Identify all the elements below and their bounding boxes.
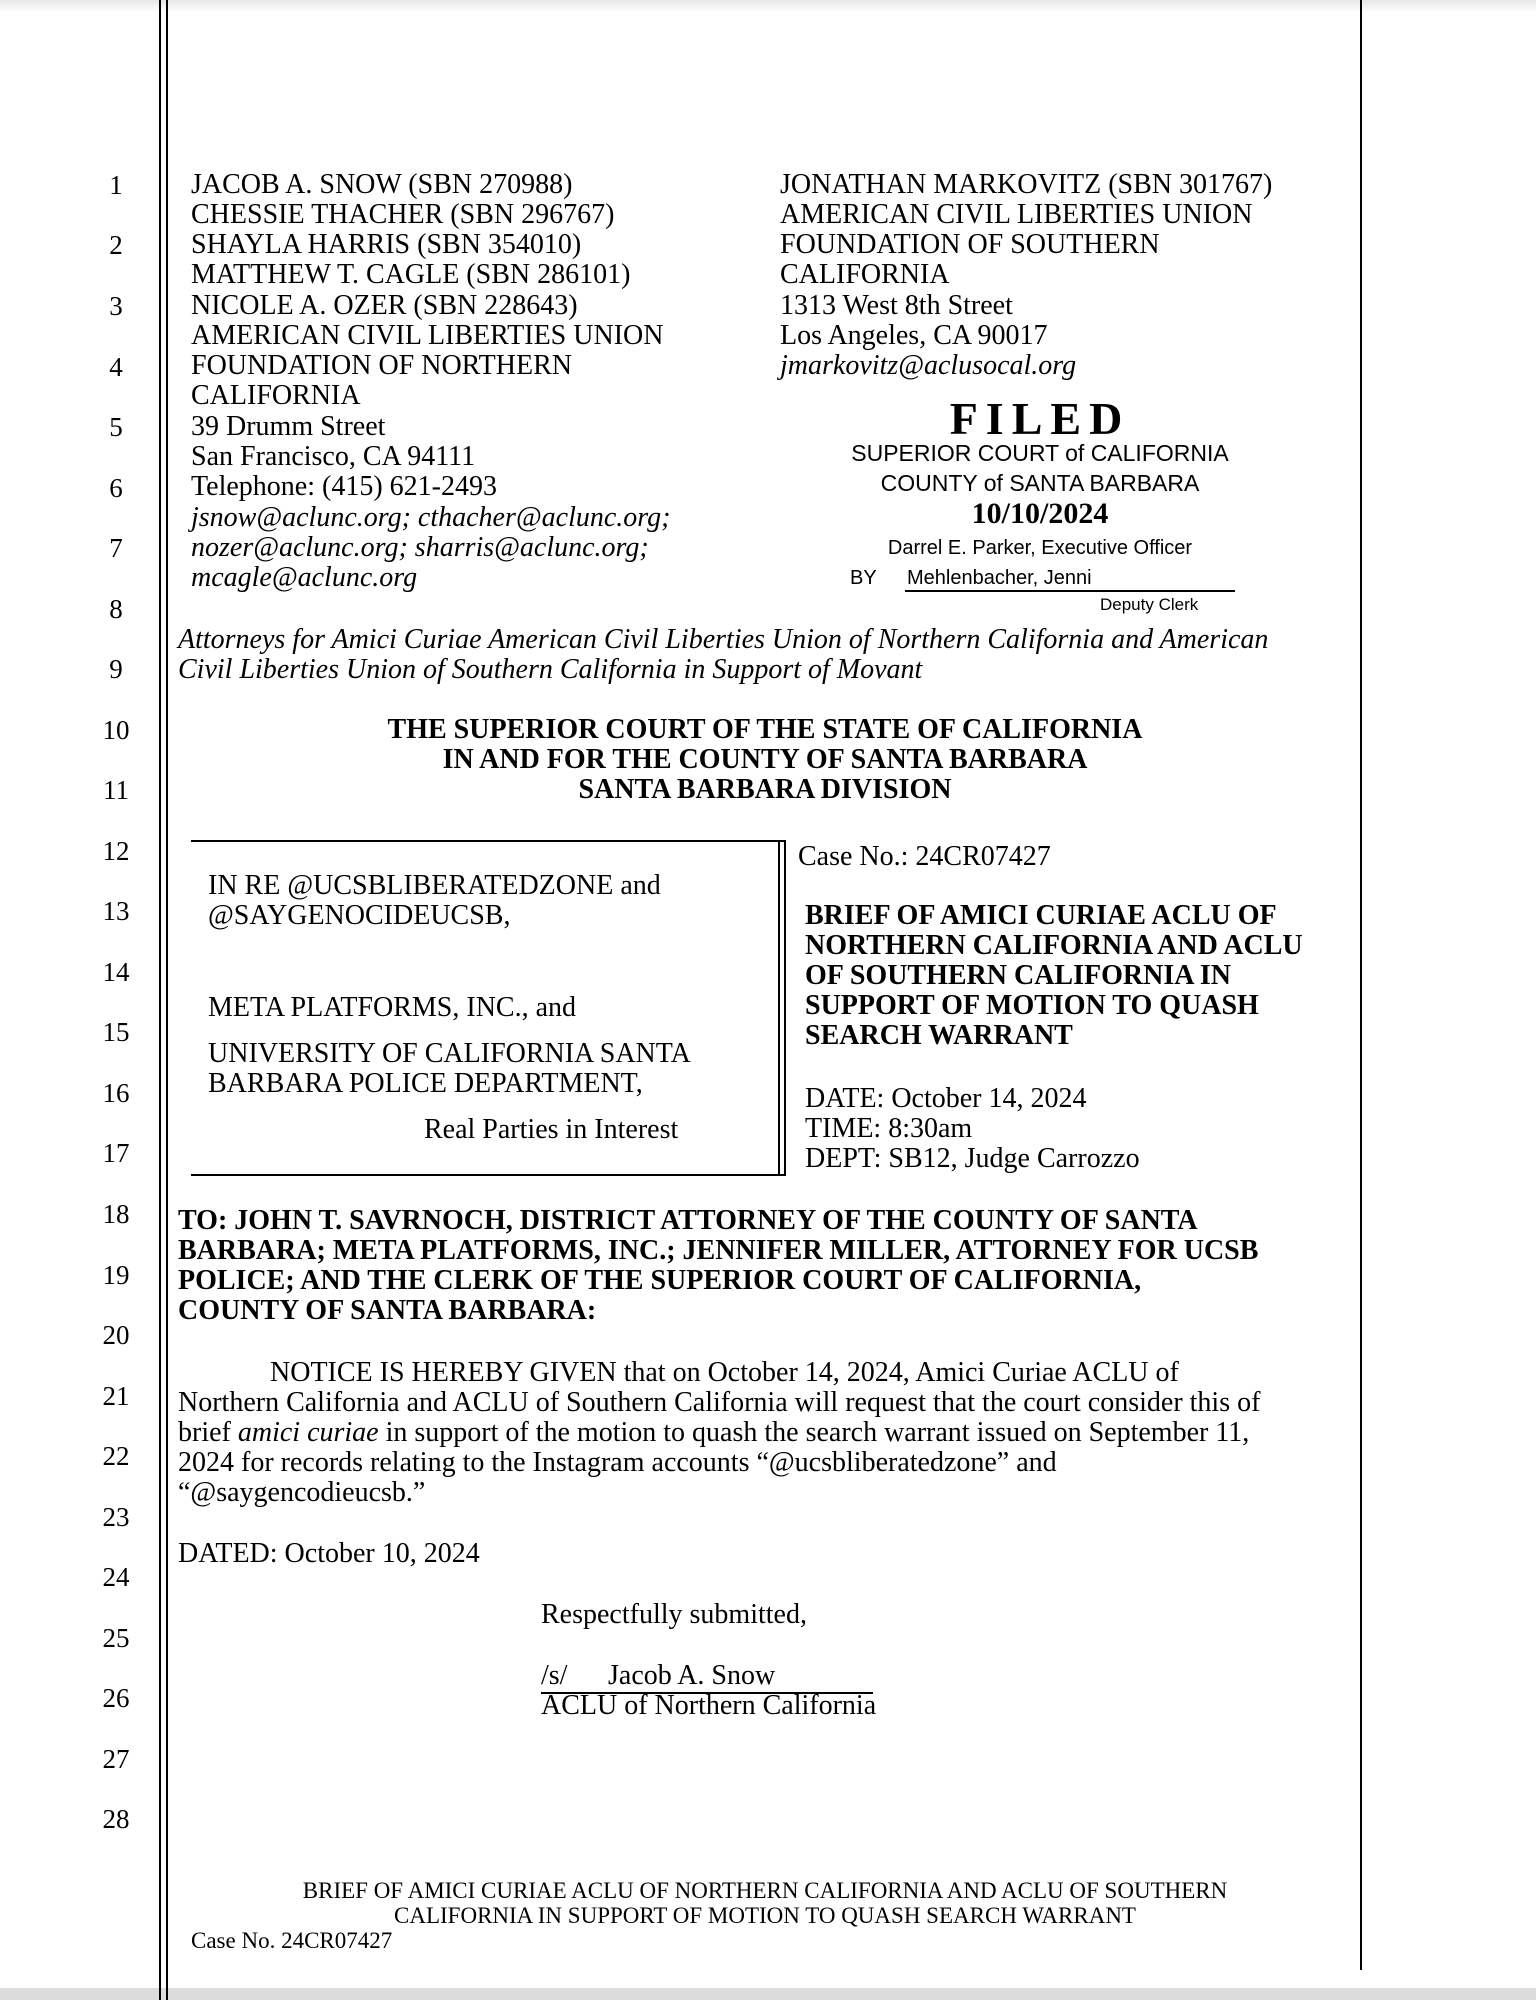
hearing-dept: DEPT: SB12, Judge Carrozzo	[805, 1143, 1140, 1174]
brief-title-line: OF SOUTHERN CALIFORNIA IN	[805, 960, 1232, 991]
line-number: 28	[102, 1804, 130, 1834]
attorney-line: AMERICAN CIVIL LIBERTIES UNION	[780, 199, 1253, 230]
filed-stamp-court: SUPERIOR COURT of CALIFORNIA	[851, 440, 1229, 466]
line-number: 4	[109, 352, 123, 382]
notice-text: in support of the motion to quash the search warrant issued on September 11,	[378, 1417, 1250, 1448]
line-number: 25	[102, 1623, 130, 1653]
in-re-line: @SAYGENOCIDEUCSB,	[208, 900, 511, 931]
filed-stamp-title: FILED	[949, 393, 1131, 444]
line-number: 9	[109, 654, 123, 684]
attorney-line: Telephone: (415) 621-2493	[191, 471, 497, 502]
closing: Respectfully submitted,	[541, 1599, 807, 1630]
brief-title-line: BRIEF OF AMICI CURIAE ACLU OF	[805, 900, 1277, 931]
right-margin-rule	[1360, 0, 1362, 1970]
attorneys-for-line: Attorneys for Amici Curiae American Civil Liberties Union of Northern California and American	[178, 624, 1269, 655]
party-name: BARBARA POLICE DEPARTMENT,	[208, 1068, 643, 1099]
caption-box-right-rule-inner	[784, 840, 786, 1176]
notice-line: 2024 for records relating to the Instagram accounts “@ucsbliberatedzone” and	[178, 1447, 1057, 1478]
notice-text: brief	[178, 1417, 238, 1448]
page-top-shade	[0, 0, 1536, 12]
line-number: 6	[109, 473, 123, 503]
line-number: 18	[102, 1199, 130, 1229]
line-number: 5	[109, 412, 123, 442]
footer-title-line: CALIFORNIA IN SUPPORT OF MOTION TO QUASH SEARCH WARRANT	[394, 1903, 1136, 1928]
filed-stamp-county: COUNTY of SANTA BARBARA	[880, 470, 1200, 496]
line-number: 14	[102, 957, 130, 987]
attorney-line: San Francisco, CA 94111	[191, 441, 476, 472]
footer-title-line: BRIEF OF AMICI CURIAE ACLU OF NORTHERN CALIFORNIA AND ACLU OF SOUTHERN	[302, 1878, 1228, 1903]
line-number: 3	[109, 291, 123, 321]
line-number: 22	[102, 1441, 130, 1471]
footer-case-number: Case No. 24CR07427	[191, 1928, 393, 1953]
attorney-line: CALIFORNIA	[780, 259, 950, 290]
line-number: 27	[102, 1744, 130, 1774]
signature-mark: /s/	[541, 1660, 568, 1691]
filed-stamp-date: 10/10/2024	[971, 497, 1109, 530]
brief-title-line: SEARCH WARRANT	[805, 1020, 1073, 1051]
notice-line	[178, 1418, 1249, 1448]
signer-org: ACLU of Northern California	[541, 1690, 877, 1721]
party-name: META PLATFORMS, INC., and	[208, 992, 577, 1023]
parties-designation: Real Parties in Interest	[424, 1114, 679, 1145]
line-number: 2	[109, 230, 123, 260]
line-number: 8	[109, 594, 123, 624]
line-number: 15	[102, 1017, 130, 1047]
court-title-line: SANTA BARBARA DIVISION	[578, 774, 952, 805]
line-number: 23	[102, 1502, 130, 1532]
attorney-line: FOUNDATION OF SOUTHERN	[780, 229, 1160, 260]
hearing-date: DATE: October 14, 2024	[805, 1083, 1087, 1114]
attorney-email: jsnow@aclunc.org; cthacher@aclunc.org;	[191, 502, 671, 533]
line-number: 17	[102, 1138, 130, 1168]
line-number: 16	[102, 1078, 130, 1108]
attorney-line: SHAYLA HARRIS (SBN 354010)	[191, 229, 582, 260]
attorney-email: jmarkovitz@aclusocal.org	[780, 350, 1077, 381]
court-title-line: IN AND FOR THE COUNTY OF SANTA BARBARA	[442, 744, 1088, 775]
attorney-line: JONATHAN MARKOVITZ (SBN 301767)	[780, 169, 1273, 200]
in-re-line: IN RE @UCSBLIBERATEDZONE and	[208, 870, 661, 901]
caption-box-right-rule	[778, 840, 780, 1176]
line-number: 19	[102, 1260, 130, 1290]
line-number: 12	[102, 836, 130, 866]
to-line: POLICE; AND THE CLERK OF THE SUPERIOR COURT OF CALIFORNIA,	[178, 1265, 1142, 1296]
line-number: 10	[102, 715, 130, 745]
attorney-line: 39 Drumm Street	[191, 411, 386, 442]
notice-line: Northern California and ACLU of Southern California will request that the court consider this of	[178, 1387, 1261, 1418]
filed-stamp-officer: Darrel E. Parker, Executive Officer	[887, 537, 1193, 559]
filed-stamp-clerk-name: Mehlenbacher, Jenni	[905, 566, 1235, 592]
attorney-line: 1313 West 8th Street	[780, 290, 1013, 321]
brief-title-line: SUPPORT OF MOTION TO QUASH	[805, 990, 1259, 1021]
caption-box-bottom-rule	[191, 1174, 784, 1176]
line-number: 21	[102, 1381, 130, 1411]
notice-line: “@saygencodieucsb.”	[178, 1477, 426, 1508]
attorney-line: CALIFORNIA	[191, 380, 361, 411]
dated-line: DATED: October 10, 2024	[178, 1538, 480, 1569]
filed-stamp-deputy-label: Deputy Clerk	[1100, 595, 1199, 614]
line-number: 11	[103, 775, 129, 805]
attorney-line: Los Angeles, CA 90017	[780, 320, 1048, 351]
caption-box-top-rule	[191, 840, 784, 842]
attorney-line: NICOLE A. OZER (SBN 228643)	[191, 290, 578, 321]
attorney-line: CHESSIE THACHER (SBN 296767)	[191, 199, 615, 230]
brief-title-line: NORTHERN CALIFORNIA AND ACLU	[805, 930, 1303, 961]
attorney-email: nozer@aclunc.org; sharris@aclunc.org;	[191, 532, 649, 563]
line-number: 26	[102, 1683, 130, 1713]
notice-line: NOTICE IS HEREBY GIVEN that on October 14, 2024, Amici Curiae ACLU of	[270, 1357, 1179, 1388]
signer-name: Jacob A. Snow	[608, 1660, 776, 1691]
attorney-line: FOUNDATION OF NORTHERN	[191, 350, 572, 381]
line-number: 24	[102, 1562, 130, 1592]
line-number: 20	[102, 1320, 130, 1350]
to-line: TO: JOHN T. SAVRNOCH, DISTRICT ATTORNEY OF THE COUNTY OF SANTA	[178, 1205, 1198, 1236]
hearing-time: TIME: 8:30am	[805, 1113, 973, 1144]
attorney-email: mcagle@aclunc.org	[191, 562, 418, 593]
filed-stamp-by-label: BY	[850, 567, 877, 589]
court-title-line: THE SUPERIOR COURT OF THE STATE OF CALIFORNIA	[387, 714, 1143, 745]
line-number: 1	[109, 170, 123, 200]
party-name: UNIVERSITY OF CALIFORNIA SANTA	[208, 1038, 691, 1069]
notice-italic-term: amici curiae	[237, 1417, 379, 1448]
attorney-line: JACOB A. SNOW (SBN 270988)	[191, 169, 573, 200]
attorney-line: MATTHEW T. CAGLE (SBN 286101)	[191, 259, 631, 290]
page-bottom-band	[0, 1988, 1536, 2000]
attorneys-for-line: Civil Liberties Union of Southern California in Support of Movant	[178, 654, 923, 685]
to-line: BARBARA; META PLATFORMS, INC.; JENNIFER MILLER, ATTORNEY FOR UCSB	[178, 1235, 1259, 1266]
attorney-line: AMERICAN CIVIL LIBERTIES UNION	[191, 320, 664, 351]
case-number: Case No.: 24CR07427	[798, 841, 1051, 872]
line-number: 7	[109, 533, 123, 563]
to-line: COUNTY OF SANTA BARBARA:	[178, 1295, 597, 1326]
line-number: 13	[102, 896, 130, 926]
